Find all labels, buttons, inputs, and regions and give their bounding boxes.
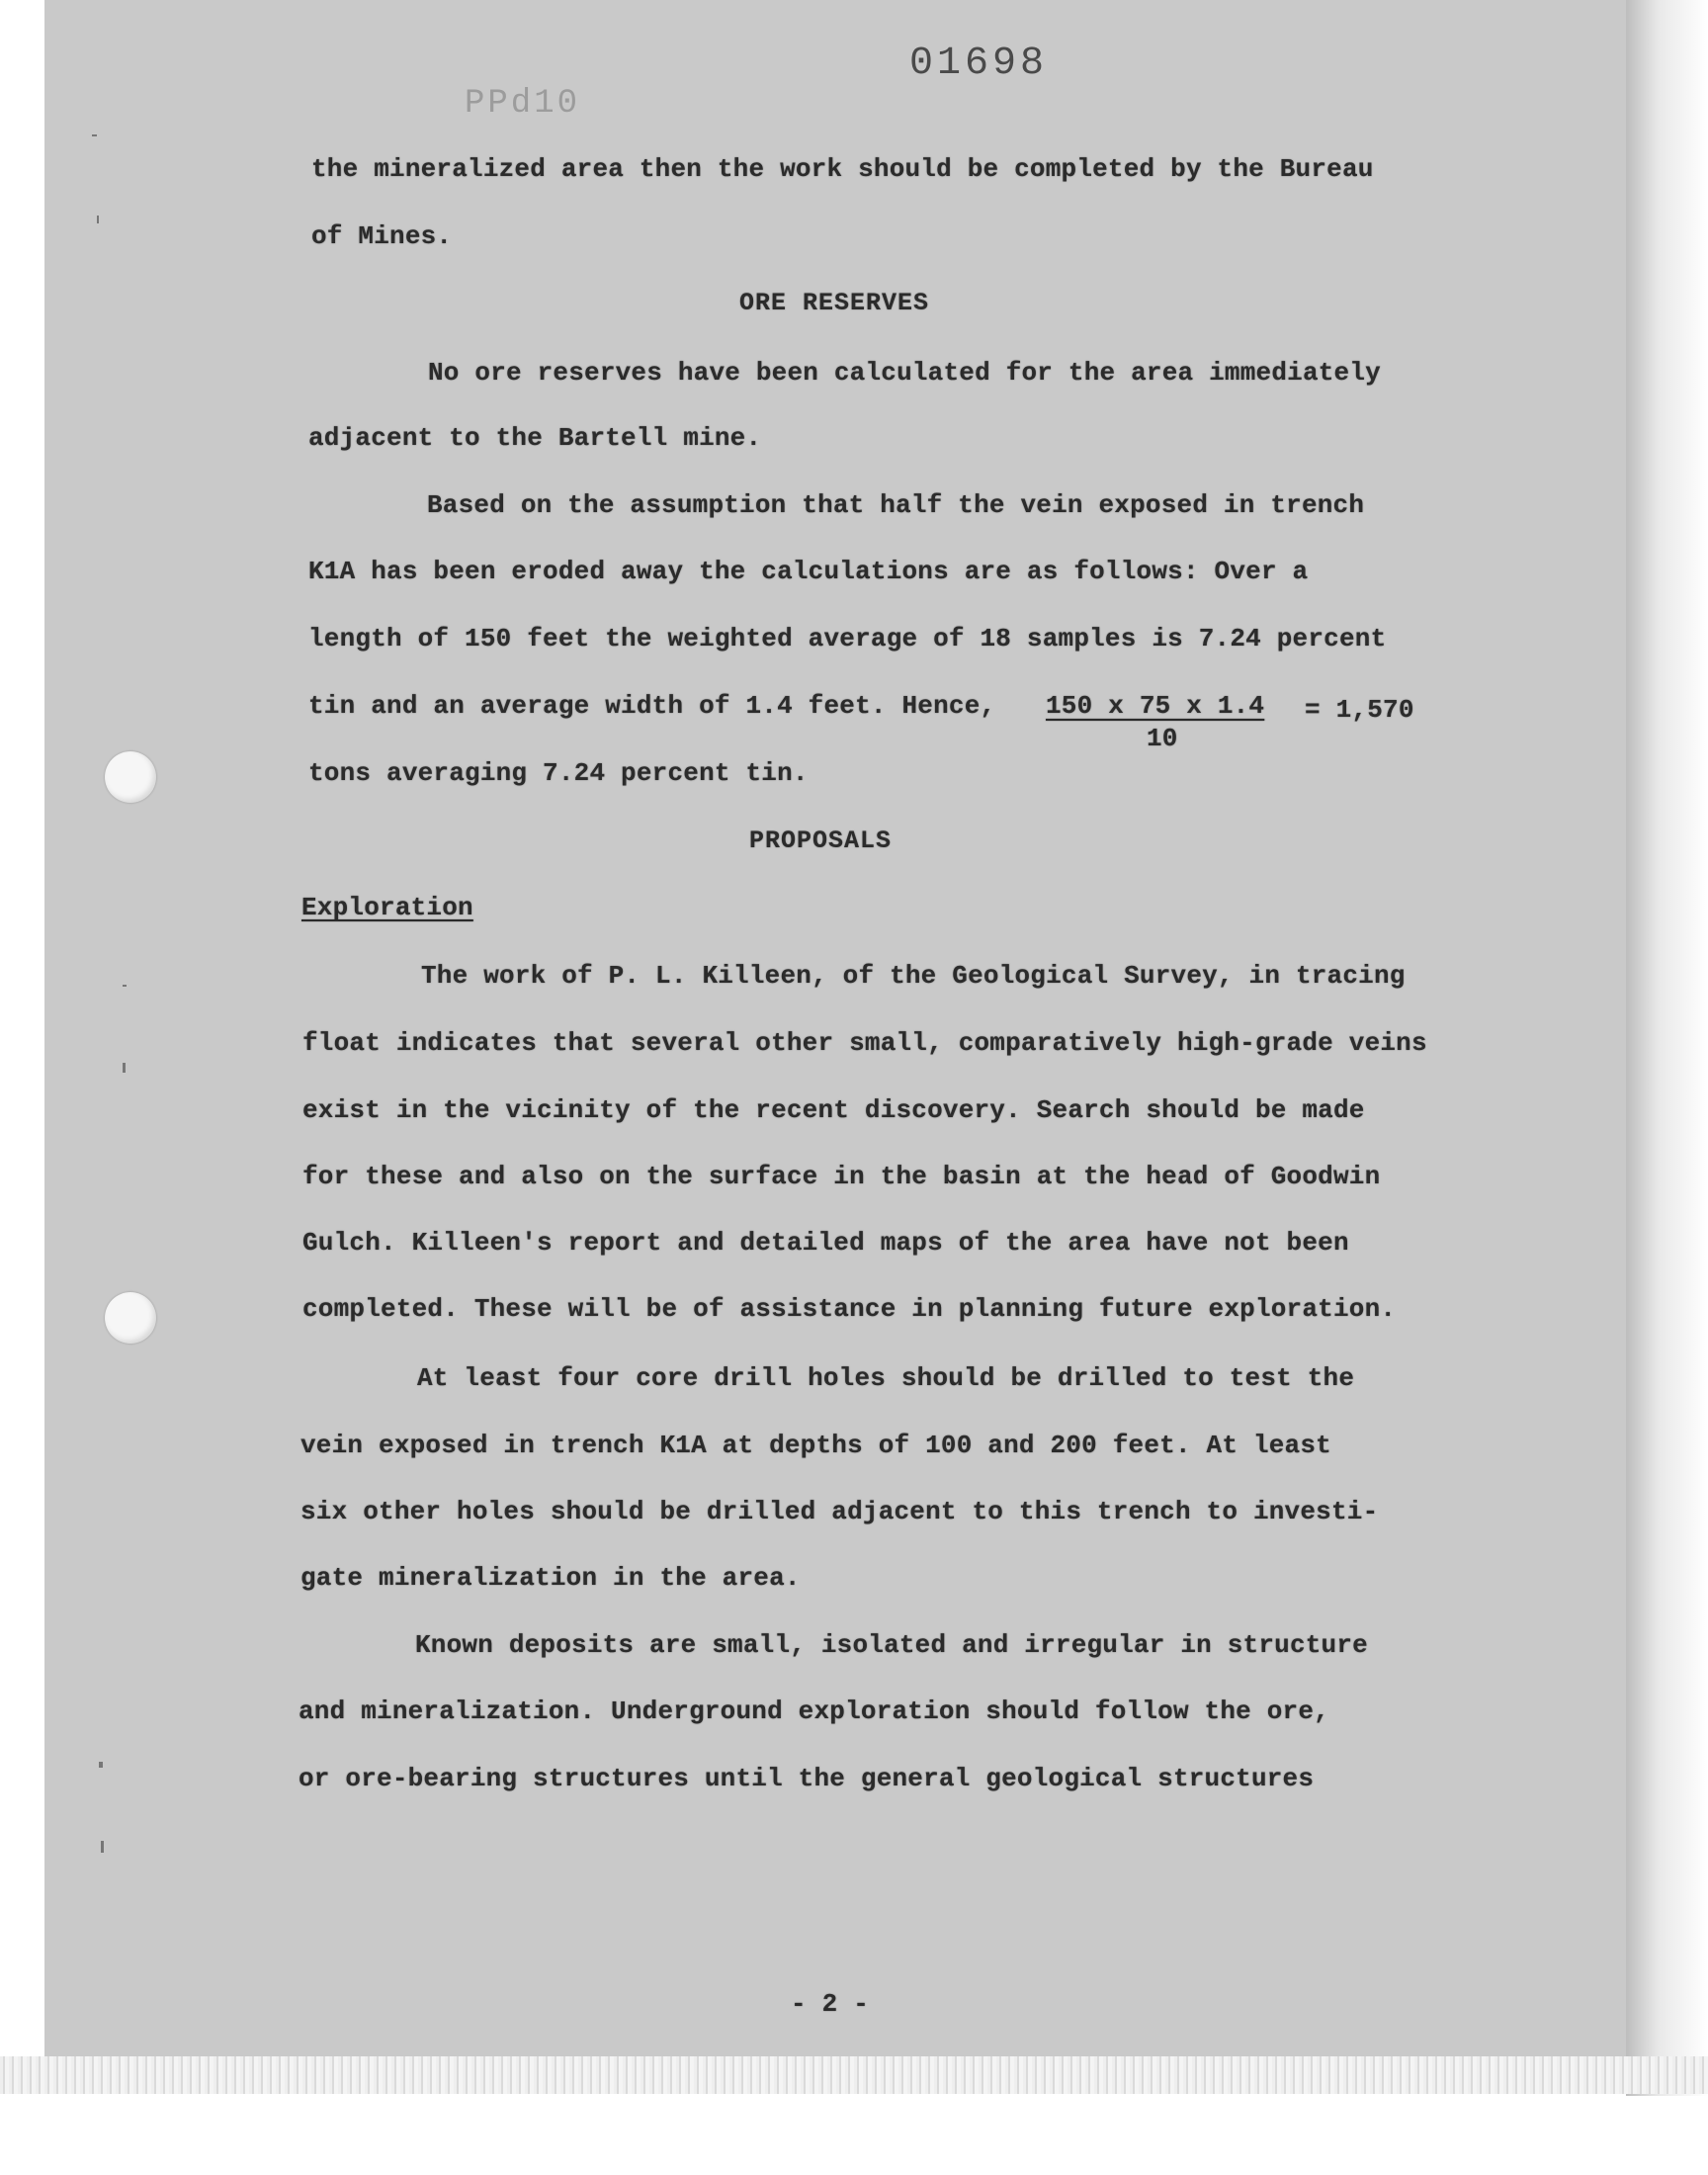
document-stamp-number: 01698: [909, 42, 1049, 86]
text-line: vein exposed in trench K1A at depths of 100 and 200 feet. At least: [300, 1431, 1331, 1460]
scan-speck: [97, 216, 99, 223]
scan-speck: [123, 1063, 126, 1073]
scan-edge-strip: [0, 2056, 1708, 2094]
text-line: and mineralization. Underground exploration should follow the ore,: [299, 1696, 1329, 1726]
text-line: Gulch. Killeen's report and detailed maps of the area have not been: [302, 1228, 1349, 1258]
page-edge-shadow: [1626, 0, 1708, 2096]
section-heading-proposals: PROPOSALS: [749, 826, 893, 855]
text-line: K1A has been eroded away the calculations are as follows: Over a: [308, 557, 1309, 586]
text-line: length of 150 feet the weighted average of 18 samples is 7.24 percent: [308, 624, 1387, 653]
text-line: or ore-bearing structures until the general geological structures: [299, 1764, 1315, 1793]
text-line: adjacent to the Bartell mine.: [308, 423, 762, 453]
text-line: tin and an average width of 1.4 feet. Hence,: [308, 691, 996, 721]
fraction-denominator: 10: [1147, 724, 1178, 753]
scan-speck: [123, 985, 127, 987]
punch-hole-lower: [105, 1292, 156, 1344]
text-line: gate mineralization in the area.: [300, 1563, 801, 1593]
page-number: - 2 -: [791, 1989, 870, 2019]
text-line: exist in the vicinity of the recent discovery. Search should be made: [302, 1095, 1365, 1125]
text-line: the mineralized area then the work should be completed by the Bureau: [311, 154, 1374, 184]
section-heading-ore-reserves: ORE RESERVES: [739, 289, 930, 317]
text-line: At least four core drill holes should be drilled to test the: [417, 1363, 1355, 1393]
text-line: No ore reserves have been calculated for the area immediately: [428, 358, 1381, 388]
fraction-numerator: 150 x 75 x 1.4: [1046, 691, 1265, 721]
text-line: of Mines.: [311, 221, 453, 251]
text-line: The work of P. L. Killeen, of the Geological Survey, in tracing: [421, 961, 1406, 991]
subsection-heading-exploration: Exploration: [301, 893, 473, 922]
text-line: completed. These will be of assistance in planning future exploration.: [302, 1294, 1397, 1324]
text-line: six other holes should be drilled adjacent to this trench to investi-: [300, 1497, 1379, 1526]
scan-speck: [99, 1762, 103, 1768]
scan-speck: [92, 134, 97, 136]
text-line: Known deposits are small, isolated and irregular in structure: [415, 1630, 1368, 1660]
punch-hole-upper: [105, 751, 156, 803]
faint-handwritten-mark: PPd10: [465, 85, 581, 123]
text-line: for these and also on the surface in the basin at the head of Goodwin: [302, 1162, 1381, 1191]
text-line: tons averaging 7.24 percent tin.: [308, 758, 809, 788]
text-line: Based on the assumption that half the vein exposed in trench: [427, 490, 1365, 520]
scan-speck: [101, 1841, 104, 1853]
text-line: float indicates that several other small, comparatively high-grade veins: [302, 1028, 1427, 1058]
fraction-result: = 1,570: [1305, 695, 1414, 725]
